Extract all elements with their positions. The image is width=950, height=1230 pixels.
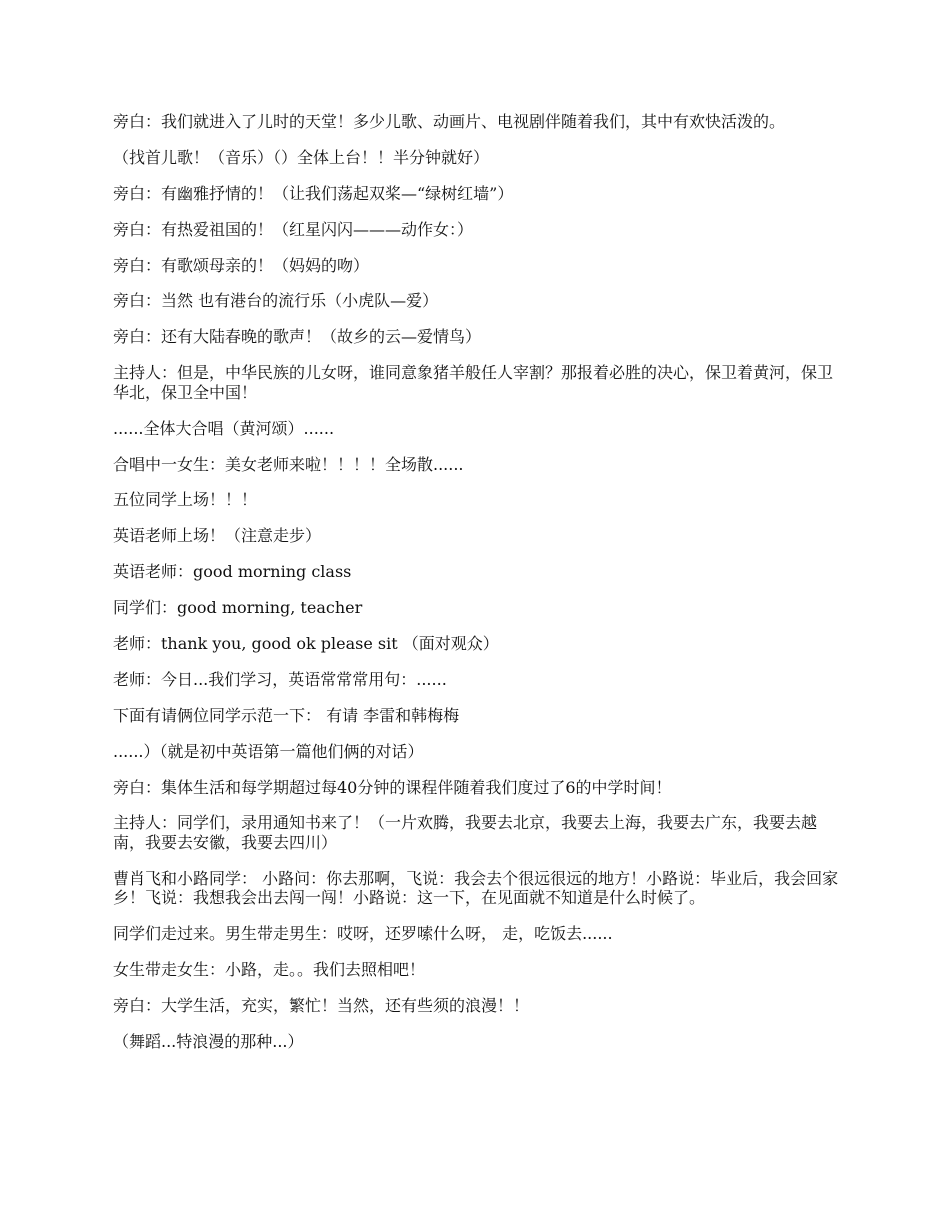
paragraph: 曹肖飞和小路同学： 小路问：你去那啊，飞说：我会去个很远很远的地方！小路说：毕业后，我会回家乡！飞说：我想我会出去闯一闯！小路说：这一下，在见面就不知道是什么时候了。 [113,868,839,908]
paragraph: 旁白：有热爱祖国的！（红星闪闪———动作女：） [113,219,474,239]
paragraph: 女生带走女生：小路，走。。我们去照相吧！ [113,960,426,980]
paragraph: 旁白：有歌颂母亲的！（妈妈的吻） [113,255,370,275]
paragraph: 英语老师上场！（注意走步） [113,526,322,546]
paragraph: 旁白：我们就进入了儿时的天堂！多少儿歌、动画片、电视剧伴随着我们，其中有欢快活泼的。 [113,112,786,131]
paragraph: 主持人：同学们，录用通知书来了！（一片欢腾，我要去北京，我要去上海，我要去广东，我要去越南，我要去安徽，我要去四川） [113,813,818,852]
paragraph: 英语老师：good morning class [113,562,352,582]
paragraph: 合唱中一女生：美女老师来啦！！！！全场散...... [113,454,464,474]
paragraph: （舞蹈...特浪漫的那种...） [113,1031,304,1051]
paragraph: ......全体大合唱（黄河颂）...... [113,418,335,438]
paragraph: 主持人：但是，中华民族的儿女呀，谁同意象猪羊般任人宰割？那报着必胜的决心，保卫着黄河，保卫华北，保卫全中国！ [113,363,834,402]
paragraph: 旁白：当然 也有港台的流行乐（小虎队—爱） [113,291,439,311]
paragraph: 旁白：大学生活，充实，繁忙！当然，还有些须的浪漫！！ [113,995,530,1015]
paragraph: 旁白：集体生活和每学期超过每40分钟的课程伴随着我们度过了6的中学时间！ [113,777,672,797]
paragraph: （找首儿歌！（音乐）（）全体上台！！半分钟就好） [113,147,490,167]
paragraph: 下面有请俩位同学示范一下： 有请 李雷和韩梅梅 [113,705,460,725]
document-body [113,112,840,1068]
paragraph: 老师：今日...我们学习，英语常常常用句：...... [113,669,447,689]
paragraph: 旁白：还有大陆春晚的歌声！（故乡的云—爱情鸟） [113,327,482,347]
paragraph: 五位同学上场！！！ [113,490,258,510]
paragraph: 同学们走过来。男生带走男生：哎呀，还罗嗦什么呀， 走，吃饭去...... [113,924,613,944]
paragraph: 旁白：有幽雅抒情的！（让我们荡起双桨—“绿树红墙”） [113,183,514,203]
paragraph: ......）（就是初中英语第一篇他们俩的对话） [113,741,424,761]
paragraph: 老师：thank you, good ok please sit （面对观众） [113,633,499,653]
paragraph: 同学们：good morning, teacher [113,598,363,618]
